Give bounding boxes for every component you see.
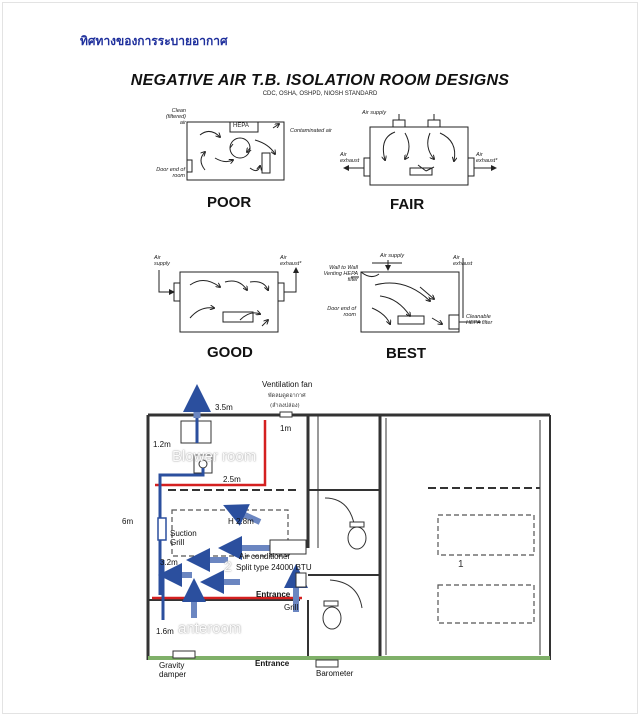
good-air-supply-label: Air supply — [154, 255, 170, 267]
fair-grade: FAIR — [390, 196, 425, 213]
entrance-1-label: Entrance — [256, 590, 291, 599]
fair-air-exhaust-label: Air exhaust — [340, 152, 360, 164]
anteroom-label: anteroom — [178, 620, 242, 637]
dim-1-6: 1.6m — [156, 627, 174, 636]
dim-1-2: 1.2m — [153, 440, 171, 449]
good-air-exhaust-label: Air exhaust* — [280, 255, 302, 267]
fan-thai-label-1: พัดลมดูดอากาศ — [268, 393, 306, 399]
grill-box — [296, 573, 306, 587]
designs-title: NEGATIVE AIR T.B. ISOLATION ROOM DESIGNS — [130, 72, 510, 89]
room-2-label: 2 — [224, 558, 232, 574]
poor-door-end-label: Door end of room — [156, 167, 185, 179]
page-heading: ทิศทางของการระบายอากาศ — [80, 34, 228, 48]
dim-height: H 2.8m — [228, 517, 254, 526]
dim-3-5: 3.5m — [215, 403, 233, 412]
best-door-end-label: Door end of room — [327, 306, 356, 318]
toilet-1 — [348, 527, 366, 549]
barometer — [316, 660, 338, 667]
best-air-supply-label: Air supply — [380, 253, 405, 259]
designs-subtitle: CDC, OSHA, OSHPD, NIOSH STANDARD — [262, 91, 378, 97]
gravity-damper — [173, 651, 195, 658]
dim-3-2: 3.2m — [160, 558, 178, 567]
blower-room-label: Blower room — [172, 448, 257, 465]
toilet-2 — [323, 607, 341, 629]
barometer-label: Barometer — [316, 669, 354, 678]
ventilation-fan-label: Ventilation fan — [262, 380, 313, 389]
air-conditioner-label: Air conditioner — [239, 552, 291, 561]
bed-1a — [438, 515, 534, 555]
best-air-exhaust-label: Air exhaust — [453, 255, 473, 267]
best-cleanable-label: Cleanable HEPA filter — [466, 314, 493, 326]
bed-1b — [438, 585, 534, 623]
poor-contaminated-label: Contaminated air — [290, 128, 332, 134]
fair-air-exhaust-star-label: Air exhaust* — [476, 152, 498, 164]
dim-2-5: 2.5m — [223, 475, 241, 484]
ventilation-fan — [280, 412, 292, 417]
poor-clean-air-label: Clean (filtered) air — [165, 108, 186, 126]
suction-grill — [158, 518, 166, 540]
grill-label: Grill — [284, 603, 299, 612]
best-grade: BEST — [386, 345, 427, 362]
dim-6m: 6m — [122, 517, 134, 526]
gravity-damper-label: Gravity damper — [159, 661, 187, 679]
fair-air-supply-label: Air supply — [362, 110, 387, 116]
suction-grill-label: Suction Grill — [170, 529, 197, 547]
ac-spec-label: Split type 24000 BTU — [236, 563, 312, 572]
fan-thai-label-2: (ลำลงปล่อง) — [270, 403, 300, 409]
dim-1m: 1m — [280, 424, 292, 433]
best-wall-vent-label: Wall to Wall Venting HEPA filter — [323, 265, 358, 283]
entrance-2-label: Entrance — [255, 659, 290, 668]
poor-grade: POOR — [207, 194, 252, 211]
poor-hepa-label: HEPA — [233, 123, 249, 129]
good-grade: GOOD — [207, 344, 253, 361]
room-1-label: 1 — [458, 559, 464, 570]
